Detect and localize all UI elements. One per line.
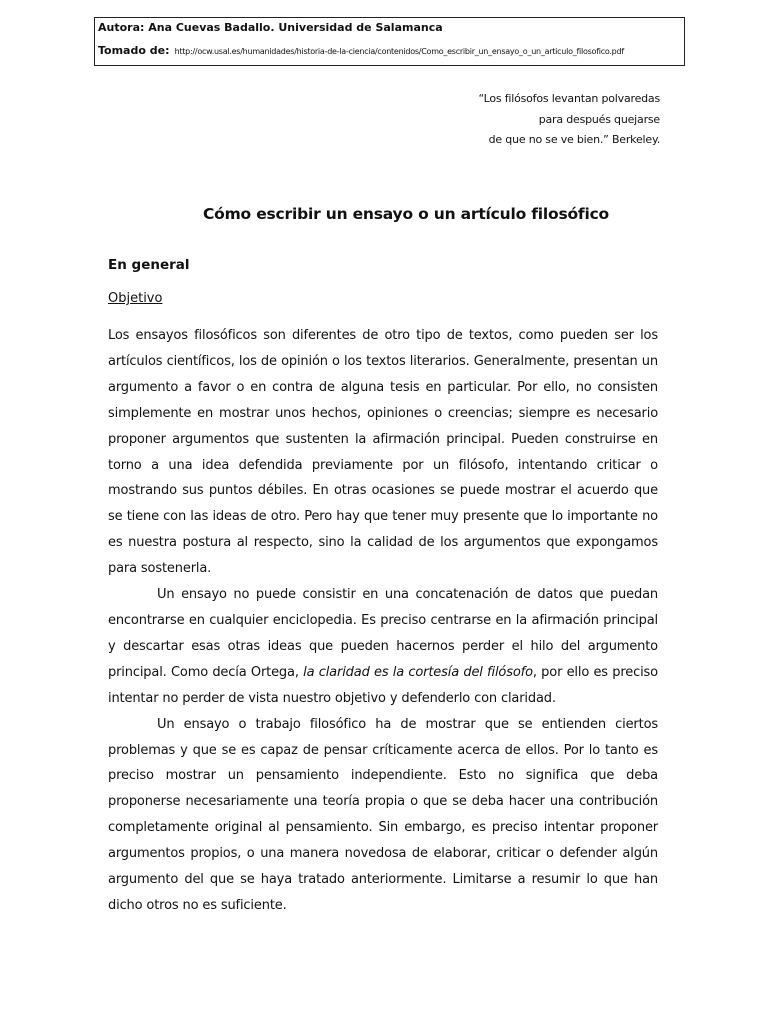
paragraph-2-text-b: , por ello es preciso intentar no perder de vista nuestro objetivo y defenderlo con claridad. (108, 664, 658, 706)
section-heading: En general (108, 257, 190, 273)
body-text (108, 323, 658, 919)
epigraph-line-1: “Los filósofos levantan polvaredas (478, 92, 660, 105)
epigraph-line-2: para después quejarse (538, 112, 660, 126)
source-label: Tomado de: (98, 44, 170, 57)
paragraph-2 (108, 582, 658, 712)
epigraph-line-3: de que no se ve bien.” Berkeley. (488, 133, 660, 146)
author-line: Autora: Ana Cuevas Badallo. Universidad de Salamanca (98, 21, 443, 34)
source-header-box (94, 17, 685, 66)
source-line (98, 42, 684, 59)
paragraph-2-text-a: Un ensayo no puede consistir en una concatenación de datos que puedan encontrarse en cualquier enciclopedia. Es preciso centrarse en la afirmación principal y descartar esas otras ideas que pueden hacernos perder el hilo del argumento principal. Como decía Ortega, (108, 587, 658, 680)
epigraph-quote (478, 89, 660, 151)
ortega-quote: la claridad es la cortesía del filósofo (303, 664, 533, 680)
document-title: Cómo escribir un ensayo o un artículo filosófico (202, 205, 610, 223)
source-url: http://ocw.usal.es/humanidades/historia-de-la-ciencia/contenidos/Como_escribir_un_ensayo_o_un_articulo_filosofico.pdf (174, 47, 624, 56)
subheading-objetivo: Objetivo (108, 291, 163, 306)
paragraph-3: Un ensayo o trabajo filosófico ha de mostrar que se entienden ciertos problemas y que se es capaz de pensar críticamente acerca de ellos. Por lo tanto es preciso mostrar un pensamiento independiente. Esto no significa que deba proponerse necesariamente una teoría propia o que se deba hacer una contribución completamente original al pensamiento. Sin embargo, es preciso intentar proponer argumentos propios, o una manera novedosa de elaborar, criticar o defender algún argumento del que se haya tratado anteriormente. Limitarse a resumir lo que han dicho otros no es suficiente. (108, 716, 658, 913)
paragraph-1: Los ensayos filosóficos son diferentes de otro tipo de textos, como pueden ser los artículos científicos, los de opinión o los textos literarios. Generalmente, presentan un argumento a favor o en contra de alguna tesis en particular. Por ello, no consisten simplemente en mostrar unos hechos, opiniones o creencias; siempre es necesario proponer argumentos que sustenten la afirmación principal. Pueden construirse en torno a una idea defendida previamente por un filósofo, intentando criticar o mostrando sus puntos débiles. En otras ocasiones se puede mostrar el acuerdo que se tiene con las ideas de otro. Pero hay que tener muy presente que lo importante no es nuestra postura al respecto, sino la calidad de los argumentos que expongamos para sostenerla. (108, 328, 658, 577)
